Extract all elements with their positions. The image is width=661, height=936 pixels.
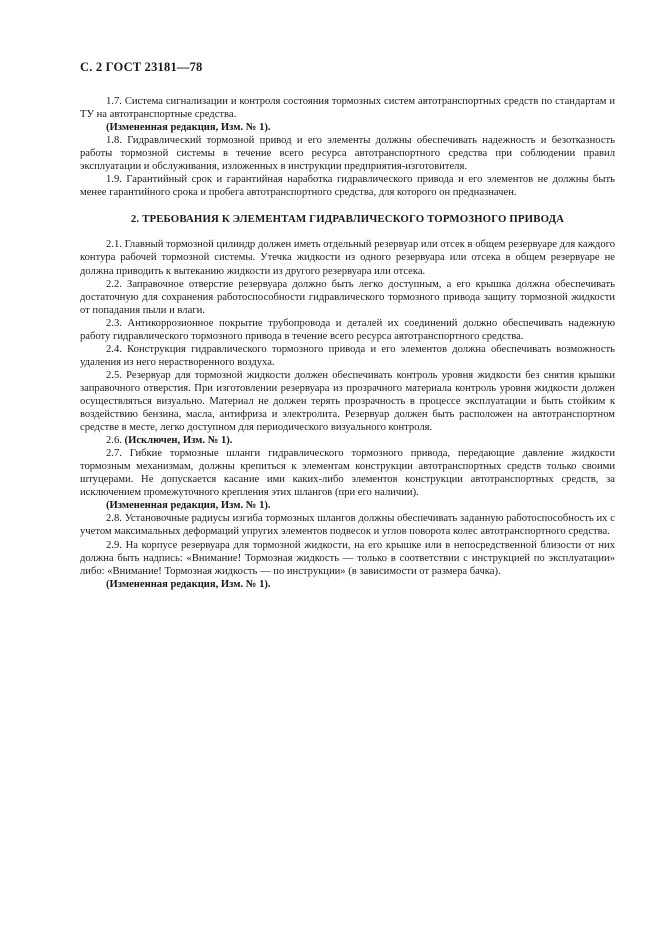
section-heading: 2. ТРЕБОВАНИЯ К ЭЛЕМЕНТАМ ГИДРАВЛИЧЕСКОГО ТОРМОЗНОГО ПРИВОДА [130,213,565,226]
document-body [80,95,615,591]
paragraph-2-3: 2.3. Антикоррозионное покрытие трубопровода и деталей их соединений должно обеспечивать надежную работу гидравлического тормозного привода в течение всего ресурса автотранспортного средства. [80,317,615,342]
amendment-note: (Измененная редакция, Изм. № 1). [106,122,271,134]
paragraph-2-4: 2.4. Конструкция гидравлического тормозного привода и его элементов должна обеспечивать возможность удаления из него нерастворенного воздуха. [80,343,615,368]
paragraph-1-8: 1.8. Гидравлический тормозной привод и его элементы должны обеспечивать надежность и безотказность работы тормозной системы в течение всего ресурса автотранспортного средства при соблюдении правил эксплуатации и обслуживания, изложенных в инструкции предприятия-изготовителя. [80,135,615,173]
paragraph-1-9: 1.9. Гарантийный срок и гарантийная наработка гидравлического привода и его элементов не должны быть менее гарантийного срока и пробега автотранспортного средства, для которого он предназначен. [80,174,615,199]
paragraph-2-7: 2.7. Гибкие тормозные шланги гидравлического тормозного привода, передающие давление жидкости тормозным механизмам, должны крепиться к элементам конструкции автотранспортных средств только своими штуцерами. Не допускается касание ими каких-либо элементов конструкции автотранспортных средств, за исключением промежуточного крепления этих шлангов (при его наличии). [80,448,615,499]
excluded-note: (Исключен, Изм. № 1). [124,435,233,447]
paragraph-2-8: 2.8. Установочные радиусы изгиба тормозных шлангов должны обеспечивать заданную работоспособность их с учетом максимальных деформаций упругих элементов подвесок и углов поворота колес автотранспортного средства. [80,513,615,538]
paragraph-2-9: 2.9. На корпусе резервуара для тормозной жидкости, на его крышке или в непосредственной близости от них должна быть надпись: «Внимание! Тормозная жидкость — только в соответствии с инструкцией по эксплуатации» либо: «Внимание! Тормозная жидкость — по инструкции» (в зависимости от размера бачка). [80,539,615,577]
amendment-note: (Измененная редакция, Изм. № 1). [106,500,271,512]
paragraph-2-1: 2.1. Главный тормозной цилиндр должен иметь отдельный резервуар или отсек в общем резервуаре для каждого контура рабочей тормозной системы. Утечка жидкости из одного резервуара или отсека в общем резервуаре не должна приводить к вытеканию жидкости из другого резервуара или отсека. [80,239,615,277]
paragraph-2-2: 2.2. Заправочное отверстие резервуара должно быть легко доступным, а его крышка должна обеспечивать достаточную для сохранения работоспособности гидравлического тормозного привода защиту тормозной жидкости от попадания пыли и влаги. [80,278,615,316]
paragraph-1-7: 1.7. Система сигнализации и контроля состояния тормозных систем автотранспортных средств по стандартам и ТУ на автотранспортные средства. [80,96,615,121]
paragraph-2-5: 2.5. Резервуар для тормозной жидкости должен обеспечивать контроль уровня жидкости без снятия крышки заправочного отверстия. При изготовлении резервуара из прозрачного материала контроль уровня жидкости должен осуществляться визуально. Материал не должен терять прозрачность в процессе эксплуатации и быть стойким к воздействию бензина, масла, антифриза и электролита. Резервуар должен быть расположен на автотранспортном средстве в месте, легко доступном для периодического визуального контроля. [80,369,615,434]
amendment-note: (Измененная редакция, Изм. № 1). [106,578,271,590]
paragraph-number: 2.6. [106,435,122,447]
paragraph-2-6 [80,434,615,447]
page-header: С. 2 ГОСТ 23181—78 [80,60,203,74]
